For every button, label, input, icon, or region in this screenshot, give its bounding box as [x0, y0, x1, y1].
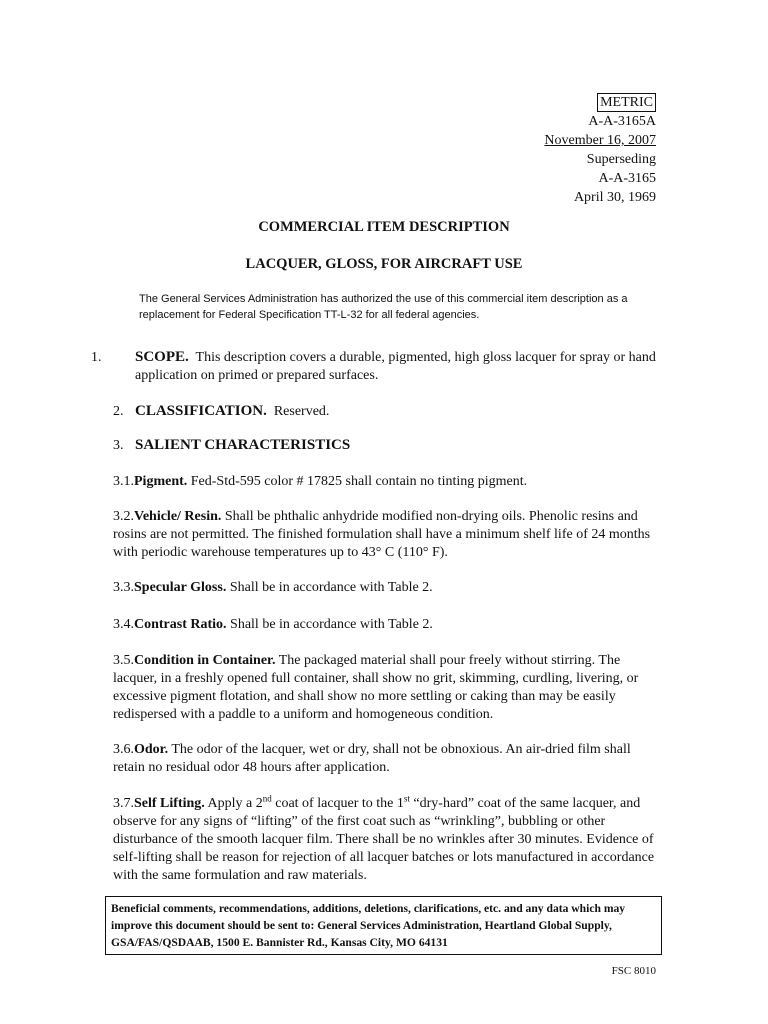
- fsc-code: FSC 8010: [611, 965, 656, 977]
- section-text: Fed-Std-595 color # 17825 shall contain no tinting pigment.: [190, 474, 528, 489]
- ordinal-suffix: nd: [262, 793, 272, 804]
- section-heading: Odor.: [134, 742, 169, 757]
- section-condition-in-container: [113, 652, 663, 724]
- section-text-part: Apply a 2: [207, 796, 263, 811]
- document-subtitle: LACQUER, GLOSS, FOR AIRCRAFT USE: [245, 256, 523, 272]
- section-number: 3.4.: [113, 617, 134, 632]
- section-pigment: [113, 473, 663, 491]
- superseding-label: Superseding: [586, 152, 656, 167]
- section-text: The packaged material shall pour freely without stirring. The lacquer, in a freshly opened full container, shall show no grit, skimming, curdling, livering, or excessive pigment flotation, and shall show no more settling or caking than may be easily redispersed with a paddle to a uniform and homogeneous condition.: [113, 653, 639, 722]
- section-text: Shall be in accordance with Table 2.: [230, 617, 433, 632]
- section-heading: CLASSIFICATION.: [135, 403, 267, 419]
- section-number: 1.: [91, 350, 102, 365]
- document-title: COMMERCIAL ITEM DESCRIPTION: [258, 219, 510, 235]
- section-number: 3.1.: [113, 474, 134, 489]
- section-vehicle-resin: [113, 508, 663, 562]
- section-contrast-ratio: [113, 616, 663, 634]
- section-number: 3.: [113, 438, 124, 453]
- document-date: November 16, 2007: [544, 133, 656, 148]
- section-number: 3.5.: [113, 653, 134, 668]
- section-text-part: coat of lacquer to the 1: [271, 796, 404, 811]
- section-heading: SCOPE.: [135, 349, 189, 365]
- section-heading: Contrast Ratio.: [134, 617, 227, 632]
- section-scope: [91, 348, 685, 385]
- ordinal-suffix: st: [403, 793, 410, 804]
- section-number: 2.: [113, 404, 124, 419]
- superseded-id: A-A-3165: [598, 171, 656, 186]
- section-classification: [113, 402, 663, 421]
- section-number: 3.3.: [113, 580, 134, 595]
- section-text: Shall be in accordance with Table 2.: [229, 580, 433, 595]
- metric-label: METRIC: [597, 93, 656, 112]
- section-number: 3.7.: [113, 796, 134, 811]
- document-header: [544, 93, 656, 207]
- section-self-lifting: [113, 795, 663, 885]
- superseded-date: April 30, 1969: [573, 190, 656, 205]
- section-heading: Pigment.: [134, 474, 188, 489]
- section-heading: Specular Gloss.: [134, 580, 227, 595]
- section-text: This description covers a durable, pigmented, high gloss lacquer for spray or hand application on primed or prepared surfaces.: [135, 350, 656, 383]
- intro-paragraph: The General Services Administration has authorized the use of this commercial item description as a replacement for Federal Specification TT-L-32 for all federal agencies.: [139, 293, 628, 321]
- section-heading: Vehicle/ Resin.: [134, 509, 222, 524]
- section-heading: Condition in Container.: [134, 653, 276, 668]
- comments-notice-box: Beneficial comments, recommendations, additions, deletions, clarifications, etc. and any data which may improve this document should be sent to: General Services Administration, Heartland Global Supply, GSA/FAS/QSDAAB, 1500 E. Bannister Rd., Kansas City, MO 64131: [105, 896, 662, 955]
- document-id: A-A-3165A: [588, 114, 656, 129]
- section-text: The odor of the lacquer, wet or dry, shall not be obnoxious. An air-dried film shall retain no residual odor 48 hours after application.: [113, 742, 631, 775]
- section-specular-gloss: [113, 579, 663, 597]
- section-number: 3.2.: [113, 509, 134, 524]
- section-number: 3.6.: [113, 742, 134, 757]
- section-heading: Self Lifting.: [134, 796, 205, 811]
- section-salient: [113, 436, 663, 455]
- section-heading: SALIENT CHARACTERISTICS: [135, 437, 351, 453]
- section-text: Shall be phthalic anhydride modified non-drying oils. Phenolic resins and rosins are not permitted. The finished formulation shall have a minimum shelf life of 24 months with periodic warehouse temperatures up to 43° C (110° F).: [113, 509, 651, 560]
- section-odor: [113, 741, 663, 777]
- section-text: Reserved.: [273, 404, 330, 419]
- section-text-part: “dry-hard” coat of the same lacquer, and observe for any signs of “lifting” of the first coat such as “wrinkling”, bubbling or other disturbance of the smooth lacquer film. There shall be no wrinkles after 30 minutes. Evidence of self-lifting shall be reason for rejection of all lacquer batches or lots manufactured in accordance with the same formulation and raw materials.: [113, 796, 655, 883]
